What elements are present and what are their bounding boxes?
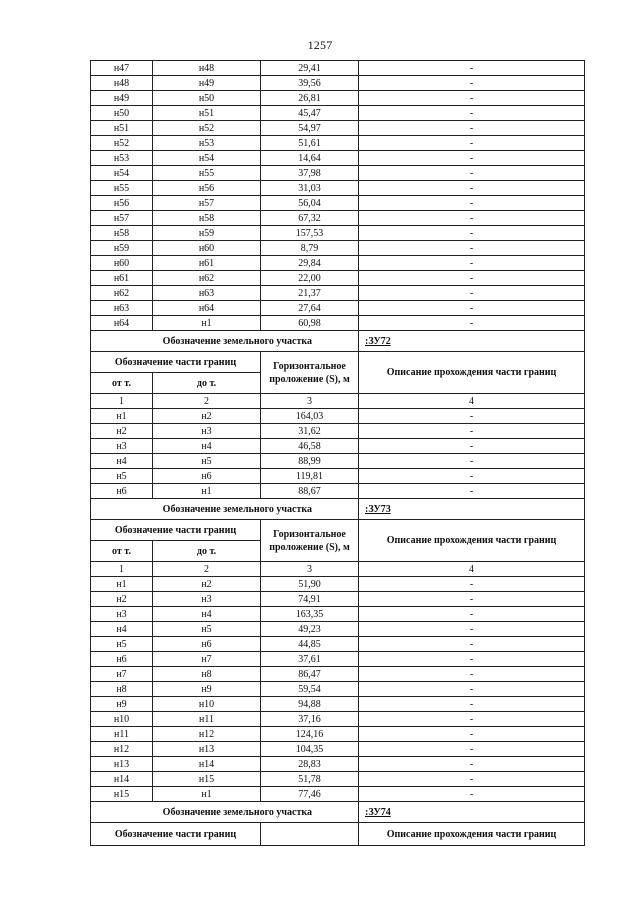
cell-description: -: [359, 181, 585, 196]
cell-to: н56: [153, 181, 261, 196]
cell-to: н64: [153, 301, 261, 316]
cell-from: н1: [91, 577, 153, 592]
cell-from: н4: [91, 454, 153, 469]
column-number: 4: [359, 394, 585, 409]
header-row: [91, 352, 585, 373]
column-number: 4: [359, 562, 585, 577]
table-row: [91, 607, 585, 622]
cell-from: н2: [91, 424, 153, 439]
column-number: 2: [153, 562, 261, 577]
cell-length: 74,91: [261, 592, 359, 607]
table-row: [91, 301, 585, 316]
header-horizontal: Горизонтальное проложение (S), м: [261, 520, 359, 562]
cell-to: н3: [153, 592, 261, 607]
cell-to: н4: [153, 439, 261, 454]
cell-description: -: [359, 637, 585, 652]
cell-length: 37,61: [261, 652, 359, 667]
cell-from: н8: [91, 682, 153, 697]
table-row: [91, 409, 585, 424]
cell-description: -: [359, 727, 585, 742]
column-number: 3: [261, 394, 359, 409]
cell-to: н60: [153, 241, 261, 256]
cell-to: н13: [153, 742, 261, 757]
table-row: [91, 316, 585, 331]
cell-from: н10: [91, 712, 153, 727]
cell-length: 59,54: [261, 682, 359, 697]
table-row: [91, 91, 585, 106]
cell-description: -: [359, 316, 585, 331]
header-row: [91, 823, 585, 846]
cell-description: -: [359, 787, 585, 802]
boundary-table: [90, 60, 585, 846]
cell-from: н9: [91, 697, 153, 712]
cell-length: 46,58: [261, 439, 359, 454]
cell-description: -: [359, 697, 585, 712]
cell-description: -: [359, 607, 585, 622]
cell-description: -: [359, 424, 585, 439]
cell-from: н61: [91, 271, 153, 286]
header-from: от т.: [91, 541, 153, 562]
table-row: [91, 61, 585, 76]
cell-description: -: [359, 667, 585, 682]
cell-description: -: [359, 106, 585, 121]
table-row: [91, 424, 585, 439]
cell-from: н5: [91, 469, 153, 484]
cell-from: н15: [91, 787, 153, 802]
cell-description: -: [359, 454, 585, 469]
table-row: [91, 622, 585, 637]
cell-description: -: [359, 196, 585, 211]
cell-length: 163,35: [261, 607, 359, 622]
cell-description: -: [359, 256, 585, 271]
cell-length: 37,98: [261, 166, 359, 181]
column-number: 3: [261, 562, 359, 577]
cell-to: н10: [153, 697, 261, 712]
cell-to: н58: [153, 211, 261, 226]
cell-to: н12: [153, 727, 261, 742]
cell-description: -: [359, 772, 585, 787]
cell-length: 8,79: [261, 241, 359, 256]
cell-description: -: [359, 286, 585, 301]
cell-to: н11: [153, 712, 261, 727]
cell-description: -: [359, 577, 585, 592]
header-parts: Обозначение части границ: [91, 823, 261, 846]
cell-from: н2: [91, 592, 153, 607]
section-title: Обозначение земельного участка: [91, 499, 359, 520]
cell-from: н54: [91, 166, 153, 181]
cell-from: н62: [91, 286, 153, 301]
cell-from: н4: [91, 622, 153, 637]
table-row: [91, 697, 585, 712]
cell-to: н1: [153, 316, 261, 331]
cell-to: н1: [153, 787, 261, 802]
header-from: от т.: [91, 373, 153, 394]
cell-length: 51,90: [261, 577, 359, 592]
table-row: [91, 469, 585, 484]
cell-to: н14: [153, 757, 261, 772]
section-title-row: [91, 331, 585, 352]
cell-description: -: [359, 271, 585, 286]
cell-to: н7: [153, 652, 261, 667]
cell-length: 31,03: [261, 181, 359, 196]
table-row: [91, 682, 585, 697]
cell-length: 86,47: [261, 667, 359, 682]
table-row: [91, 121, 585, 136]
cell-from: н11: [91, 727, 153, 742]
cell-from: н6: [91, 652, 153, 667]
cell-description: -: [359, 211, 585, 226]
cell-from: н6: [91, 484, 153, 499]
cell-length: 60,98: [261, 316, 359, 331]
cell-to: н53: [153, 136, 261, 151]
table-row: [91, 166, 585, 181]
column-number: 1: [91, 562, 153, 577]
cell-to: н51: [153, 106, 261, 121]
cell-from: н47: [91, 61, 153, 76]
cell-description: -: [359, 682, 585, 697]
header-description: Описание прохождения части границ: [359, 352, 585, 394]
cell-length: 51,61: [261, 136, 359, 151]
cell-to: н54: [153, 151, 261, 166]
cell-description: -: [359, 712, 585, 727]
table-row: [91, 136, 585, 151]
cell-to: н8: [153, 667, 261, 682]
table-row: [91, 181, 585, 196]
cell-from: н58: [91, 226, 153, 241]
cell-length: 88,99: [261, 454, 359, 469]
table-row: [91, 592, 585, 607]
cell-length: 104,35: [261, 742, 359, 757]
cell-description: -: [359, 301, 585, 316]
cell-length: 37,16: [261, 712, 359, 727]
section-code: :ЗУ72: [359, 331, 585, 352]
table-row: [91, 772, 585, 787]
cell-from: н64: [91, 316, 153, 331]
table-row: [91, 286, 585, 301]
cell-from: н50: [91, 106, 153, 121]
cell-length: 21,37: [261, 286, 359, 301]
cell-from: н3: [91, 607, 153, 622]
cell-length: 44,85: [261, 637, 359, 652]
cell-to: н2: [153, 577, 261, 592]
cell-from: н59: [91, 241, 153, 256]
table-row: [91, 439, 585, 454]
cell-to: н6: [153, 469, 261, 484]
cell-length: 28,83: [261, 757, 359, 772]
cell-description: -: [359, 742, 585, 757]
section-title-row: [91, 499, 585, 520]
cell-description: -: [359, 166, 585, 181]
cell-to: н6: [153, 637, 261, 652]
cell-to: н4: [153, 607, 261, 622]
cell-description: -: [359, 592, 585, 607]
cell-description: -: [359, 439, 585, 454]
cell-length: 26,81: [261, 91, 359, 106]
cell-to: н1: [153, 484, 261, 499]
cell-description: -: [359, 409, 585, 424]
cell-to: н48: [153, 61, 261, 76]
cell-length: 94,88: [261, 697, 359, 712]
cell-to: н5: [153, 622, 261, 637]
cell-from: н56: [91, 196, 153, 211]
column-number-row: [91, 394, 585, 409]
cell-to: н55: [153, 166, 261, 181]
section-title: Обозначение земельного участка: [91, 802, 359, 823]
cell-to: н3: [153, 424, 261, 439]
cell-from: н13: [91, 757, 153, 772]
cell-length: 54,97: [261, 121, 359, 136]
cell-length: 119,81: [261, 469, 359, 484]
table-row: [91, 742, 585, 757]
cell-from: н51: [91, 121, 153, 136]
section-code: :ЗУ74: [359, 802, 585, 823]
cell-from: н63: [91, 301, 153, 316]
cell-description: -: [359, 76, 585, 91]
cell-from: н57: [91, 211, 153, 226]
table-row: [91, 106, 585, 121]
table-row: [91, 76, 585, 91]
table-row: [91, 712, 585, 727]
cell-to: н2: [153, 409, 261, 424]
cell-from: н53: [91, 151, 153, 166]
cell-length: 14,64: [261, 151, 359, 166]
cell-to: н57: [153, 196, 261, 211]
table-row: [91, 241, 585, 256]
table-row: [91, 577, 585, 592]
cell-from: н60: [91, 256, 153, 271]
cell-length: 49,23: [261, 622, 359, 637]
cell-description: -: [359, 484, 585, 499]
section-title: Обозначение земельного участка: [91, 331, 359, 352]
cell-description: -: [359, 136, 585, 151]
header-parts: Обозначение части границ: [91, 352, 261, 373]
header-to: до т.: [153, 541, 261, 562]
cell-from: н14: [91, 772, 153, 787]
cell-from: н1: [91, 409, 153, 424]
cell-length: 88,67: [261, 484, 359, 499]
cell-to: н63: [153, 286, 261, 301]
table-row: [91, 151, 585, 166]
cell-description: -: [359, 151, 585, 166]
cell-from: н7: [91, 667, 153, 682]
cell-description: -: [359, 469, 585, 484]
cell-from: н12: [91, 742, 153, 757]
cell-length: 31,62: [261, 424, 359, 439]
header-row: [91, 520, 585, 541]
cell-length: 45,47: [261, 106, 359, 121]
cell-length: 22,00: [261, 271, 359, 286]
cell-description: -: [359, 61, 585, 76]
table-row: [91, 226, 585, 241]
cell-length: 27,64: [261, 301, 359, 316]
cell-to: н49: [153, 76, 261, 91]
column-number: 2: [153, 394, 261, 409]
cell-length: 56,04: [261, 196, 359, 211]
cell-length: 157,53: [261, 226, 359, 241]
cell-description: -: [359, 757, 585, 772]
section-code: :ЗУ73: [359, 499, 585, 520]
cell-length: 51,78: [261, 772, 359, 787]
cell-description: -: [359, 652, 585, 667]
table-row: [91, 211, 585, 226]
cell-from: н52: [91, 136, 153, 151]
cell-length: 29,84: [261, 256, 359, 271]
cell-to: н9: [153, 682, 261, 697]
table-row: [91, 256, 585, 271]
cell-to: н61: [153, 256, 261, 271]
table-row: [91, 757, 585, 772]
header-horizontal: Горизонтальное проложение (S), м: [261, 352, 359, 394]
page-number: 1257: [307, 38, 333, 52]
cell-from: н3: [91, 439, 153, 454]
table-row: [91, 271, 585, 286]
cell-length: 39,56: [261, 76, 359, 91]
table-row: [91, 484, 585, 499]
cell-from: н55: [91, 181, 153, 196]
cell-to: н59: [153, 226, 261, 241]
header-to: до т.: [153, 373, 261, 394]
cell-description: -: [359, 91, 585, 106]
cell-to: н5: [153, 454, 261, 469]
cell-to: н52: [153, 121, 261, 136]
header-parts: Обозначение части границ: [91, 520, 261, 541]
header-horizontal-empty: [261, 823, 359, 846]
cell-length: 29,41: [261, 61, 359, 76]
header-description: Описание прохождения части границ: [359, 520, 585, 562]
cell-description: -: [359, 121, 585, 136]
cell-to: н50: [153, 91, 261, 106]
cell-description: -: [359, 226, 585, 241]
cell-length: 164,03: [261, 409, 359, 424]
cell-from: н49: [91, 91, 153, 106]
cell-to: н15: [153, 772, 261, 787]
cell-description: -: [359, 622, 585, 637]
table-row: [91, 667, 585, 682]
cell-from: н5: [91, 637, 153, 652]
cell-length: 124,16: [261, 727, 359, 742]
column-number-row: [91, 562, 585, 577]
table-row: [91, 652, 585, 667]
cell-to: н62: [153, 271, 261, 286]
cell-description: -: [359, 241, 585, 256]
column-number: 1: [91, 394, 153, 409]
table-row: [91, 787, 585, 802]
cell-length: 67,32: [261, 211, 359, 226]
cell-from: н48: [91, 76, 153, 91]
section-title-row: [91, 802, 585, 823]
table-row: [91, 196, 585, 211]
table-row: [91, 727, 585, 742]
cell-length: 77,46: [261, 787, 359, 802]
header-description: Описание прохождения части границ: [359, 823, 585, 846]
table-row: [91, 454, 585, 469]
table-row: [91, 637, 585, 652]
